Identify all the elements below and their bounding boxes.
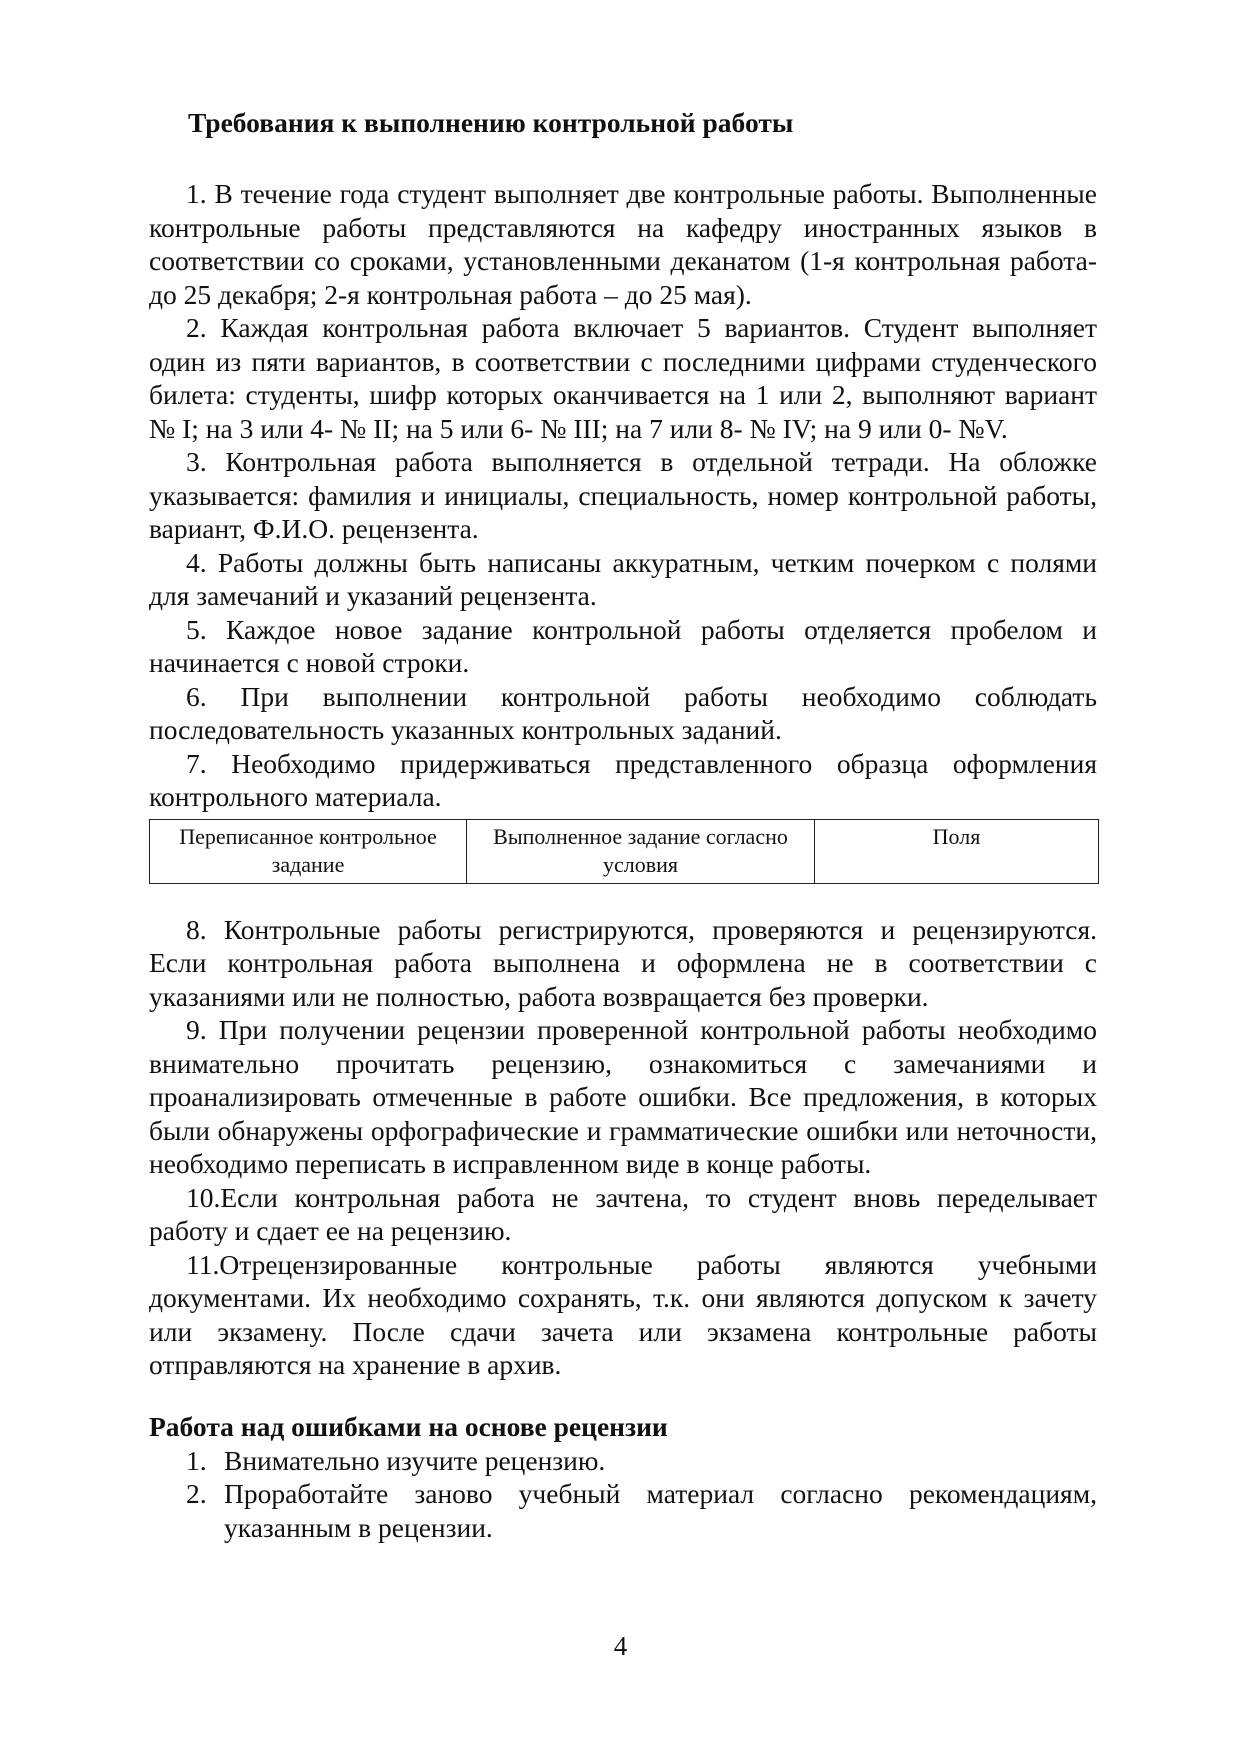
requirement-item-2: 2. Каждая контрольная работа включает 5 вариантов. Студент выполняет один из пяти вариантов, в соответствии с последними цифрами студенческого билета: студенты, шифр которых оканчивается на 1 или 2, выполняют вариант № I; на 3 или 4- № II; на 5 или 6- № III; на 7 или 8- № IV; на 9 или 0- №V. (149, 312, 1097, 444)
requirement-item-6: 6. При выполнении контрольной работы необходимо соблюдать последовательность указанных контрольных заданий. (149, 680, 1097, 745)
requirement-item-1: 1. В течение года студент выполняет две контрольные работы. Выполненные контрольные работы представляются на кафедру иностранных языков в соответствии со сроками, установленными деканатом (1-я контрольная работа- до 25 декабря; 2-я контрольная работа – до 25 мая). (149, 178, 1097, 310)
requirement-item-7: 7. Необходимо придерживаться представленного образца оформления контрольного материала. (149, 747, 1097, 812)
error-work-list (149, 1444, 1097, 1545)
list-item-number: 2. (186, 1478, 207, 1509)
section-title-requirements: Требования к выполнению контрольной работы (188, 107, 794, 138)
list-item (149, 1444, 1097, 1478)
table-cell-completed-task: Выполненное задание согласно условия (467, 819, 815, 883)
requirement-item-9: 9. При получении рецензии проверенной контрольной работы необходимо внимательно прочитать рецензию, ознакомиться с замечаниями и проанализировать отмеченные в работе ошибки. Все предложения, в которых были обнаружены орфографические и грамматические ошибки или неточности, необходимо переписать в исправленном виде в конце работы. (149, 1014, 1097, 1179)
requirement-item-5: 5. Каждое новое задание контрольной работы отделяется пробелом и начинается с новой строки. (149, 613, 1097, 678)
list-item-text: Внимательно изучите рецензию. (224, 1444, 606, 1476)
section-title-error-work: Работа над ошибками на основе рецензии (149, 1410, 668, 1442)
list-item (149, 1477, 1097, 1544)
table-cell-margins: Поля (815, 819, 1099, 883)
document-page (149, 106, 1097, 1544)
table-row (150, 819, 1099, 883)
requirement-item-11: 11.Отрецензированные контрольные работы являются учебными документами. Их необходимо сохранять, т.к. они являются допуском к зачету или экзамену. После сдачи зачета или экзамена контрольные работы отправляются на хранение в архив. (149, 1248, 1097, 1380)
requirement-item-8: 8. Контрольные работы регистрируются, проверяются и рецензируются. Если контрольная работа выполнена и оформлена не в соответствии с указаниями или не полностью, работа возвращается без проверки. (149, 913, 1097, 1012)
list-item-text: Проработайте заново учебный материал согласно рекомендациям, указанным в рецензии. (224, 1478, 1097, 1543)
table-cell-rewritten-task: Переписанное контрольное задание (150, 819, 467, 883)
requirement-item-10: 10.Если контрольная работа не зачтена, то студент вновь переделывает работу и сдает ее на рецензию. (149, 1181, 1097, 1246)
format-sample-table (149, 819, 1099, 884)
page-number: 4 (613, 1631, 628, 1661)
requirement-item-3: 3. Контрольная работа выполняется в отдельной тетради. На обложке указывается: фамилия и инициалы, специальность, номер контрольной работы, вариант, Ф.И.О. рецензента. (149, 446, 1097, 544)
list-item-number: 1. (186, 1444, 207, 1476)
requirement-item-4: 4. Работы должны быть написаны аккуратным, четким почерком с полями для замечаний и указаний рецензента. (149, 546, 1097, 611)
